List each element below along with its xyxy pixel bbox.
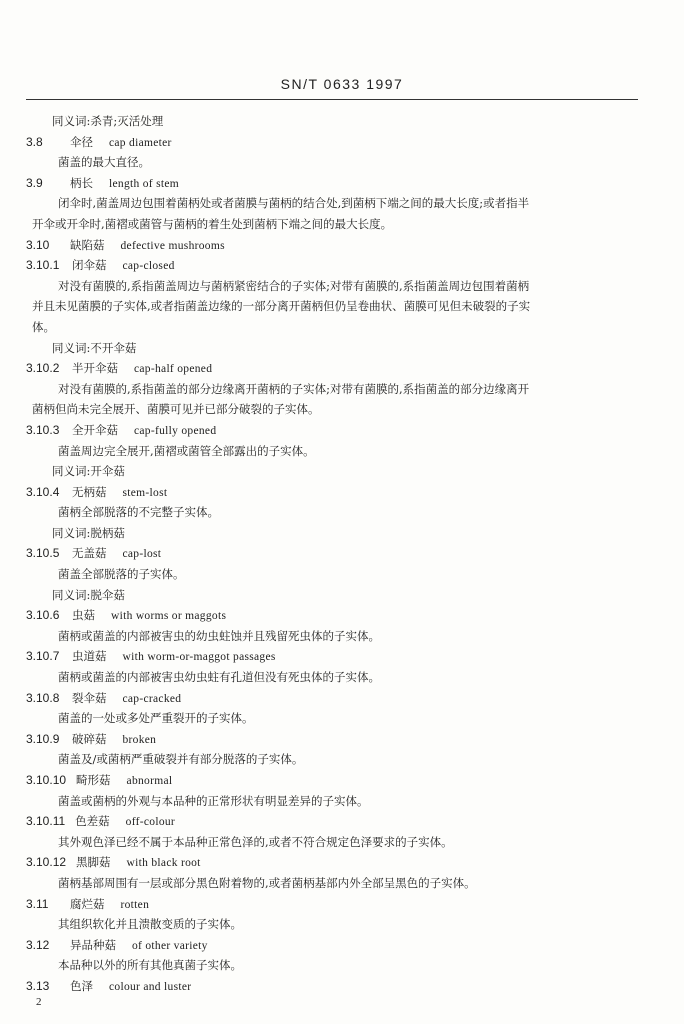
term-english: cap-half opened xyxy=(134,363,213,376)
term-number: 3.10.10 xyxy=(26,773,67,787)
term-english: cap-closed xyxy=(122,260,175,273)
definition-text: 对没有菌膜的,系指菌盖周边与菌柄紧密结合的子实体;对带有菌膜的,系指菌盖周边包围着菌柄 xyxy=(58,278,530,293)
standard-code-header: SN/T 0633 1997 xyxy=(280,76,404,92)
term-chinese: 闭伞菇 xyxy=(72,258,107,273)
term-chinese: 无盖菇 xyxy=(72,546,107,561)
definition-text: 本品种以外的所有其他真菌子实体。 xyxy=(58,958,242,973)
term-english: of other variety xyxy=(132,939,208,952)
definition-line xyxy=(0,749,684,770)
page-number: 2 xyxy=(36,996,42,1008)
definition-line xyxy=(0,708,684,729)
synonym-line xyxy=(0,338,684,359)
term-entry xyxy=(0,420,684,441)
definition-line xyxy=(0,667,684,688)
term-entry xyxy=(0,358,684,379)
term-entry xyxy=(0,894,684,915)
term-number: 3.10.3 xyxy=(26,422,60,437)
definition-continuation-text: 体。 xyxy=(32,319,55,334)
term-entry xyxy=(0,173,684,194)
definition-line xyxy=(0,914,684,935)
term-entry xyxy=(0,605,684,626)
term-chinese: 异品种菇 xyxy=(70,937,116,952)
synonym-text: 同义词:不开伞菇 xyxy=(52,340,137,355)
term-english: colour and luster xyxy=(109,980,192,993)
term-number: 3.10.4 xyxy=(26,484,60,499)
term-entry xyxy=(0,935,684,956)
term-number: 3.10.2 xyxy=(26,361,60,376)
term-chinese: 全开伞菇 xyxy=(72,422,118,437)
term-number: 3.10.9 xyxy=(26,731,60,746)
term-number: 3.10.5 xyxy=(26,546,60,561)
term-number: 3.8 xyxy=(26,134,43,149)
term-entry xyxy=(0,729,684,750)
continuation-line xyxy=(0,214,684,235)
definition-line xyxy=(0,193,684,214)
term-chinese: 柄长 xyxy=(70,175,93,190)
definition-line xyxy=(0,379,684,400)
term-english: with worms or maggots xyxy=(111,610,227,623)
synonym-line xyxy=(0,111,684,132)
definition-line xyxy=(0,276,684,297)
term-number: 3.10.1 xyxy=(26,258,60,273)
term-chinese: 色差菇 xyxy=(75,814,110,829)
term-number: 3.10.8 xyxy=(26,690,60,705)
synonym-text: 同义词:杀青;灭活处理 xyxy=(52,114,164,128)
definition-text: 其组织软化并且溃散变质的子实体。 xyxy=(58,917,242,932)
term-number: 3.12 xyxy=(26,937,50,952)
term-number: 3.13 xyxy=(26,978,50,993)
header-rule xyxy=(26,99,638,100)
term-entry xyxy=(0,543,684,564)
term-entry xyxy=(0,132,684,153)
term-english: with worm-or-maggot passages xyxy=(122,651,276,664)
definition-text: 菌盖的一处或多处严重裂开的子实体。 xyxy=(58,711,254,726)
term-chinese: 裂伞菇 xyxy=(72,690,107,705)
definition-text: 闭伞时,菌盖周边包围着菌柄处或者菌膜与菌柄的结合处,到菌柄下端之间的最大长度;或者指半 xyxy=(58,196,530,211)
term-number: 3.9 xyxy=(26,175,43,190)
term-chinese: 虫道菇 xyxy=(72,649,107,664)
term-english: broken xyxy=(122,733,157,746)
term-number: 3.10.11 xyxy=(26,814,66,829)
definition-line xyxy=(0,873,684,894)
synonym-text: 同义词:脱伞菇 xyxy=(52,587,125,602)
continuation-line xyxy=(0,317,684,338)
synonym-text: 同义词:脱柄菇 xyxy=(52,525,125,540)
term-entry xyxy=(0,646,684,667)
term-entry xyxy=(0,482,684,503)
term-chinese: 黑脚菇 xyxy=(76,855,111,870)
term-entry xyxy=(0,976,684,997)
term-english: length of stem xyxy=(109,177,179,190)
synonym-text: 同义词:开伞菇 xyxy=(52,464,125,479)
term-chinese: 半开伞菇 xyxy=(72,361,118,376)
definition-text: 菌盖周边完全展开,菌褶或菌管全部露出的子实体。 xyxy=(58,443,315,458)
term-entry xyxy=(0,688,684,709)
definition-line xyxy=(0,152,684,173)
definition-line xyxy=(0,441,684,462)
synonym-line xyxy=(0,461,684,482)
continuation-line xyxy=(0,399,684,420)
term-chinese: 虫菇 xyxy=(72,608,95,623)
definition-text: 菌柄或菌盖的内部被害虫幼虫蛀有孔道但没有死虫体的子实体。 xyxy=(58,670,380,685)
term-number: 3.10 xyxy=(26,237,50,252)
term-entry xyxy=(0,770,684,791)
term-english: cap-lost xyxy=(122,548,162,561)
term-entry xyxy=(0,255,684,276)
definition-continuation-text: 开伞或开伞时,菌褶或菌管与菌柄的着生处到菌柄下端之间的最大长度。 xyxy=(32,216,393,231)
term-entry xyxy=(0,852,684,873)
synonym-line xyxy=(0,585,684,606)
definition-text: 菌柄或菌盖的内部被害虫的幼虫蛀蚀并且残留死虫体的子实体。 xyxy=(58,628,380,643)
definition-line xyxy=(0,626,684,647)
term-english: stem-lost xyxy=(122,486,168,499)
definition-text: 菌盖全部脱落的子实体。 xyxy=(58,567,185,582)
term-chinese: 缺陷菇 xyxy=(70,237,105,252)
term-chinese: 伞径 xyxy=(70,134,93,149)
term-number: 3.11 xyxy=(26,896,49,911)
definition-continuation-text: 并且未见菌膜的子实体,或者指菌盖边缘的一部分离开菌柄但仍呈卷曲状、菌膜可见但未破裂的子实 xyxy=(32,299,531,314)
definition-text: 菌盖及/或菌柄严重破裂并有部分脱落的子实体。 xyxy=(58,752,304,767)
definition-text: 其外观色泽已经不属于本品种正常色泽的,或者不符合规定色泽要求的子实体。 xyxy=(58,834,453,849)
term-number: 3.10.12 xyxy=(26,855,67,870)
document-body xyxy=(0,111,684,997)
term-entry xyxy=(0,235,684,256)
term-english: cap-fully opened xyxy=(134,424,217,437)
definition-text: 对没有菌膜的,系指菌盖的部分边缘离开菌柄的子实体;对带有菌膜的,系指菌盖的部分边缘离开 xyxy=(58,381,530,396)
term-english: rotten xyxy=(120,898,150,911)
definition-text: 菌柄基部周围有一层或部分黑色附着物的,或者菌柄基部内外全部呈黑色的子实体。 xyxy=(58,875,476,890)
term-english: with black root xyxy=(126,857,201,870)
term-number: 3.10.6 xyxy=(26,608,60,623)
term-chinese: 无柄菇 xyxy=(72,484,107,499)
term-english: off-colour xyxy=(125,816,176,829)
synonym-line xyxy=(0,523,684,544)
term-chinese: 破碎菇 xyxy=(72,731,107,746)
definition-line xyxy=(0,791,684,812)
term-english: cap-cracked xyxy=(122,692,182,705)
term-english: cap diameter xyxy=(109,136,172,149)
definition-line xyxy=(0,502,684,523)
term-chinese: 畸形菇 xyxy=(76,773,111,787)
term-entry xyxy=(0,811,684,832)
term-english: defective mushrooms xyxy=(120,239,225,252)
definition-text: 菌盖的最大直径。 xyxy=(58,155,150,170)
definition-line xyxy=(0,955,684,976)
term-number: 3.10.7 xyxy=(26,649,60,664)
term-chinese: 色泽 xyxy=(70,978,93,993)
term-english: abnormal xyxy=(126,775,173,787)
definition-line xyxy=(0,832,684,853)
definition-continuation-text: 菌柄但尚未完全展开、菌膜可见并已部分破裂的子实体。 xyxy=(32,402,320,417)
definition-line xyxy=(0,564,684,585)
term-chinese: 腐烂菇 xyxy=(70,896,105,911)
continuation-line xyxy=(0,296,684,317)
definition-text: 菌柄全部脱落的不完整子实体。 xyxy=(58,505,219,520)
definition-text: 菌盖或菌柄的外观与本品种的正常形状有明显差异的子实体。 xyxy=(58,793,369,808)
